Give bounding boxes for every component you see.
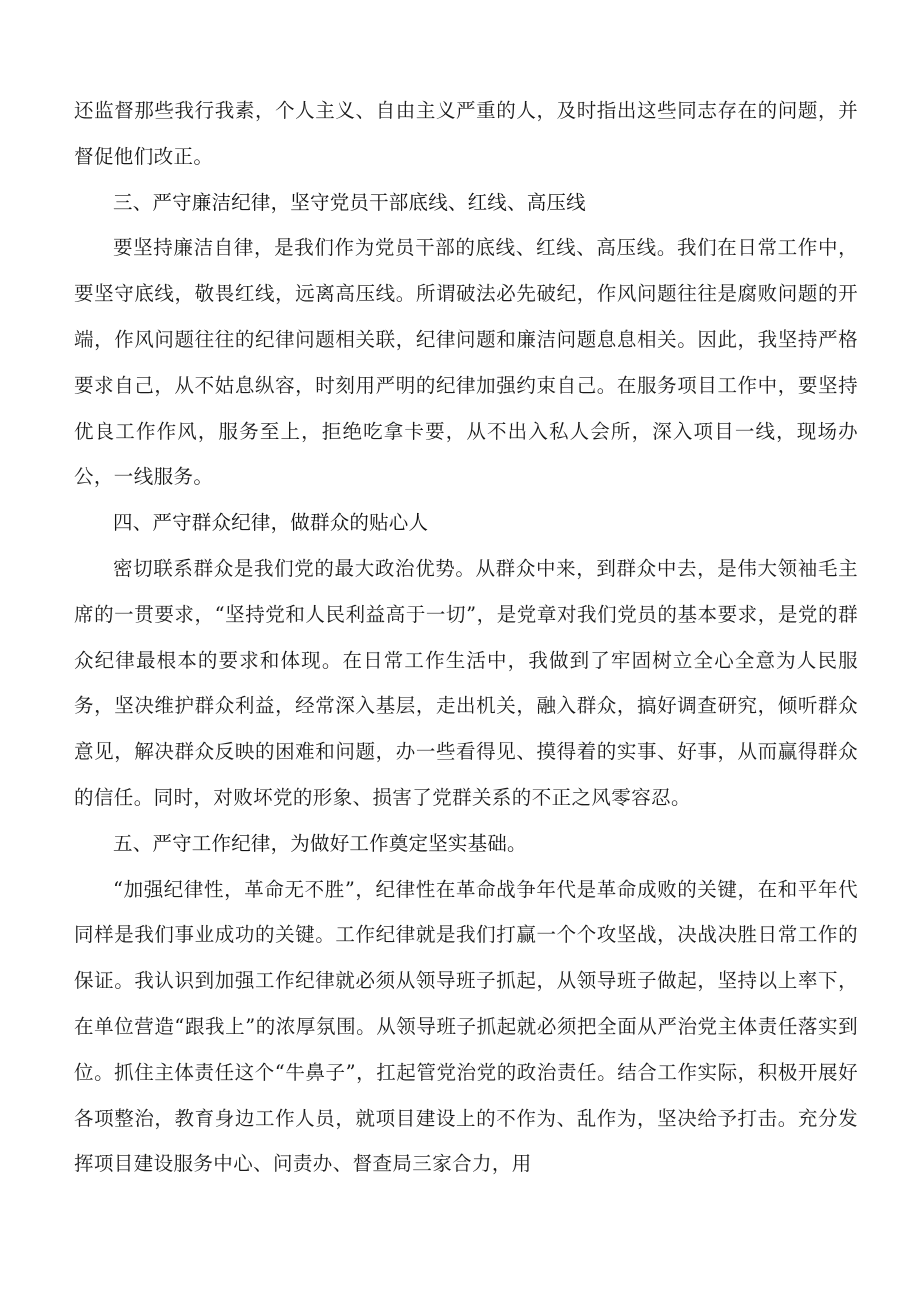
section-heading-4: 四、严守群众纪律，做群众的贴心人 <box>113 511 429 535</box>
paragraph-continued: 还监督那些我行我素，个人主义、自由主义严重的人，及时指出这些同志存在的问题，并督促他们改正。 <box>74 99 858 168</box>
section-heading-3: 三、严守廉洁纪律，坚守党员干部底线、红线、高压线 <box>113 190 586 214</box>
paragraph-work-discipline: “加强纪律性，革命无不胜”，纪律性在革命战争年代是革命成败的关键，在和平年代同样是我们事业成功的关键。工作纪律就是我们打赢一个个攻坚战，决战决胜日常工作的保证。我认识到加强工作纪律就必须从领导班子抓起，从领导班子做起，坚持以上率下，在单位营造“跟我上”的浓厚氛围。从领导班子抓起就必须把全面从严治党主体责任落实到位。抓住主体责任这个“牛鼻子”，扛起管党治党的政治责任。结合工作实际，积极开展好各项整治，教育身边工作人员，就项目建设上的不作为、乱作为，坚决给予打击。充分发挥项目建设服务中心、问责办、督查局三家合力，用 <box>74 877 858 1176</box>
paragraph-masses: 密切联系群众是我们党的最大政治优势。从群众中来，到群众中去，是伟大领袖毛主席的一贯要求，“坚持党和人民利益高于一切”，是党章对我们党员的基本要求，是党的群众纪律最根本的要求和体现。在日常工作生活中，我做到了牢固树立全心全意为人民服务，坚决维护群众利益，经常深入基层，走出机关，融入群众，搞好调查研究，倾听群众意见，解决群众反映的困难和问题，办一些看得见、摸得着的实事、好事，从而赢得群众的信任。同时，对败坏党的形象、损害了党群关系的不正之风零容忍。 <box>74 556 858 809</box>
section-heading-5: 五、严守工作纪律，为做好工作奠定坚实基础。 <box>113 831 527 855</box>
paragraph-integrity: 要坚持廉洁自律，是我们作为党员干部的底线、红线、高压线。我们在日常工作中，要坚守底线，敬畏红线，远离高压线。所谓破法必先破纪，作风问题往往是腐败问题的开端，作风问题往往的纪律问题相关联，纪律问题和廉洁问题息息相关。因此，我坚持严格要求自己，从不姑息纵容，时刻用严明的纪律加强约束自己。在服务项目工作中，要坚持优良工作作风，服务至上，拒绝吃拿卡要，从不出入私人会所，深入项目一线，现场办公，一线服务。 <box>74 236 858 489</box>
